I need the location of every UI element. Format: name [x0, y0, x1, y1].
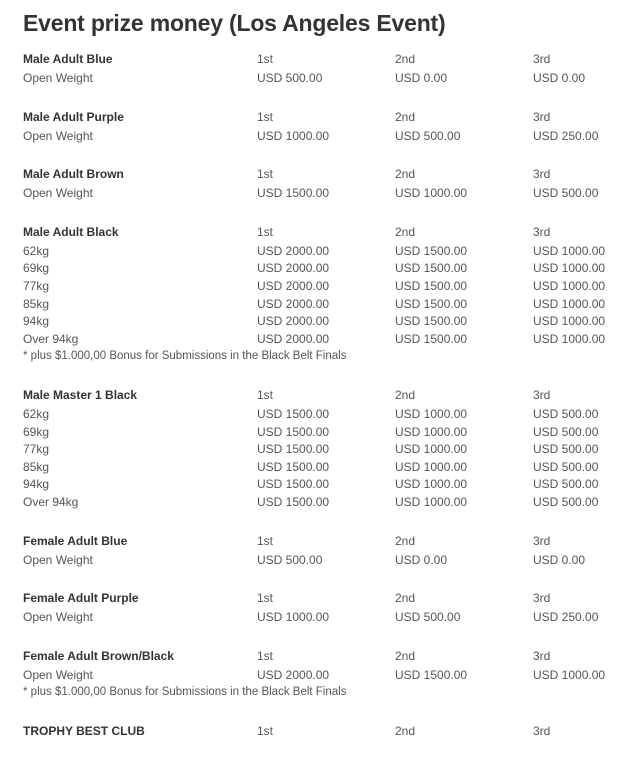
prize-amount: USD 1500.00 [395, 278, 468, 293]
place-label: 2nd [395, 387, 416, 402]
weight-class: 69kg [23, 261, 50, 276]
weight-class: Over 94kg [23, 494, 79, 509]
division-name: Female Adult Blue [23, 533, 128, 548]
prize-amount: USD 1500.00 [257, 442, 330, 457]
table-row [0, 278, 640, 296]
weight-class: 77kg [23, 278, 50, 293]
place-label: 2nd [395, 52, 416, 66]
prize-amount: USD 500.00 [395, 128, 461, 143]
weight-class: Over 94kg [23, 331, 79, 346]
place-label: 1st [257, 109, 274, 124]
prize-amount: USD 1000.00 [257, 128, 330, 143]
place-label: 3rd [533, 591, 551, 606]
prize-amount: USD 500.00 [533, 186, 599, 201]
prize-section [0, 588, 640, 627]
division-name: Male Adult Brown [23, 167, 124, 182]
table-row [0, 313, 640, 331]
table-row [0, 552, 640, 570]
prize-amount: USD 500.00 [533, 459, 599, 474]
table-row [0, 459, 640, 477]
prize-amount: USD 1500.00 [257, 406, 330, 421]
bonus-note: * plus $1.000,00 Bonus for Submissions in the Black Belt Finals [23, 350, 347, 363]
prize-amount: USD 2000.00 [257, 667, 330, 682]
section-header [0, 164, 640, 185]
table-row [0, 667, 640, 685]
prize-amount: USD 250.00 [533, 610, 599, 625]
prize-section [0, 49, 640, 88]
place-label: 1st [257, 723, 274, 738]
prize-amount: USD 1500.00 [257, 494, 330, 509]
prize-amount: USD 1000.00 [533, 314, 606, 329]
prize-amount: USD 1000.00 [257, 610, 330, 625]
prize-section [0, 531, 640, 570]
weight-class: Open Weight [23, 71, 93, 85]
section-header [0, 531, 640, 552]
table-row [0, 185, 640, 203]
weight-class: Open Weight [23, 667, 93, 682]
place-label: 1st [257, 167, 274, 182]
division-name: Male Adult Black [23, 224, 119, 239]
prize-amount: USD 1000.00 [395, 459, 468, 474]
table-row [0, 441, 640, 459]
prize-amount: USD 2000.00 [257, 314, 330, 329]
prize-amount: USD 1500.00 [395, 667, 468, 682]
prize-amount: USD 1500.00 [395, 314, 468, 329]
prize-amount: USD 0.00 [533, 552, 586, 567]
prize-amount: USD 2000.00 [257, 296, 330, 311]
weight-class: 94kg [23, 477, 50, 492]
weight-class: Open Weight [23, 610, 93, 625]
prize-section [0, 721, 640, 742]
place-label: 2nd [395, 533, 416, 548]
place-label: 2nd [395, 167, 416, 182]
place-label: 2nd [395, 224, 416, 239]
weight-class: 62kg [23, 406, 50, 421]
prize-amount: USD 500.00 [395, 610, 461, 625]
place-label: 3rd [533, 167, 551, 182]
prize-amount: USD 0.00 [395, 71, 448, 85]
table-row [0, 243, 640, 261]
prize-amount: USD 1000.00 [395, 406, 468, 421]
division-name: Male Adult Purple [23, 109, 124, 124]
division-name: Female Adult Brown/Black [23, 648, 174, 663]
table-row [0, 128, 640, 146]
prize-amount: USD 1000.00 [395, 442, 468, 457]
weight-class: 85kg [23, 459, 50, 474]
division-name: TROPHY BEST CLUB [23, 723, 145, 738]
bonus-note: * plus $1.000,00 Bonus for Submissions in the Black Belt Finals [23, 686, 347, 699]
table-row [0, 424, 640, 442]
prize-section [0, 385, 640, 512]
section-header [0, 646, 640, 667]
prize-amount: USD 500.00 [533, 424, 599, 439]
prize-amount: USD 1000.00 [395, 186, 468, 201]
table-row [0, 331, 640, 349]
prize-amount: USD 500.00 [533, 494, 599, 509]
prize-amount: USD 1000.00 [533, 243, 606, 258]
place-label: 1st [257, 224, 274, 239]
place-label: 3rd [533, 648, 551, 663]
prize-amount: USD 1500.00 [257, 477, 330, 492]
prize-section [0, 164, 640, 203]
division-name: Male Master 1 Black [23, 387, 138, 402]
prize-section [0, 107, 640, 146]
prize-amount: USD 0.00 [533, 71, 586, 85]
prize-amount: USD 1000.00 [395, 424, 468, 439]
prize-amount: USD 500.00 [533, 477, 599, 492]
prize-amount: USD 1500.00 [395, 243, 468, 258]
prize-amount: USD 2000.00 [257, 278, 330, 293]
prize-amount: USD 250.00 [533, 128, 599, 143]
prize-amount: USD 1000.00 [395, 494, 468, 509]
weight-class: 94kg [23, 314, 50, 329]
table-row [0, 609, 640, 627]
place-label: 1st [257, 387, 274, 402]
table-row [0, 260, 640, 278]
prize-amount: USD 0.00 [395, 552, 448, 567]
prize-amount: USD 1500.00 [257, 186, 330, 201]
prize-section [0, 646, 640, 702]
prize-amount: USD 1500.00 [257, 459, 330, 474]
weight-class: Open Weight [23, 552, 93, 567]
prize-amount: USD 1000.00 [533, 261, 606, 276]
section-header [0, 721, 640, 742]
prize-amount: USD 1000.00 [395, 477, 468, 492]
prize-amount: USD 1500.00 [395, 296, 468, 311]
place-label: 2nd [395, 648, 416, 663]
place-label: 3rd [533, 387, 551, 402]
place-label: 1st [257, 533, 274, 548]
place-label: 3rd [533, 52, 551, 66]
table-row [0, 70, 640, 88]
place-label: 2nd [395, 723, 416, 738]
prize-amount: USD 1500.00 [395, 331, 468, 346]
section-header [0, 385, 640, 406]
division-name: Female Adult Purple [23, 591, 139, 606]
place-label: 1st [257, 591, 274, 606]
prize-amount: USD 1000.00 [533, 278, 606, 293]
division-name: Male Adult Blue [23, 52, 113, 66]
weight-class: Open Weight [23, 128, 93, 143]
prize-amount: USD 2000.00 [257, 243, 330, 258]
weight-class: Open Weight [23, 186, 93, 201]
weight-class: 77kg [23, 442, 50, 457]
prize-amount: USD 1500.00 [395, 261, 468, 276]
table-row [0, 296, 640, 314]
prize-section [0, 222, 640, 366]
section-header [0, 588, 640, 609]
place-label: 1st [257, 52, 274, 66]
weight-class: 85kg [23, 296, 50, 311]
weight-class: 62kg [23, 243, 50, 258]
prize-amount: USD 1000.00 [533, 331, 606, 346]
place-label: 2nd [395, 109, 416, 124]
prize-amount: USD 1000.00 [533, 667, 606, 682]
prize-amount: USD 500.00 [533, 406, 599, 421]
table-row [0, 406, 640, 424]
place-label: 1st [257, 648, 274, 663]
place-label: 3rd [533, 533, 551, 548]
section-header [0, 107, 640, 128]
weight-class: 69kg [23, 424, 50, 439]
section-header [0, 222, 640, 243]
prize-table [0, 49, 640, 761]
section-header [0, 49, 640, 70]
place-label: 3rd [533, 109, 551, 124]
prize-amount: USD 1000.00 [533, 296, 606, 311]
prize-amount: USD 2000.00 [257, 261, 330, 276]
place-label: 3rd [533, 723, 551, 738]
prize-amount: USD 500.00 [257, 552, 323, 567]
prize-amount: USD 500.00 [257, 71, 323, 85]
prize-amount: USD 2000.00 [257, 331, 330, 346]
prize-amount: USD 1500.00 [257, 424, 330, 439]
table-row [0, 476, 640, 494]
place-label: 3rd [533, 224, 551, 239]
place-label: 2nd [395, 591, 416, 606]
page-title: Event prize money (Los Angeles Event) [23, 10, 446, 36]
prize-amount: USD 500.00 [533, 442, 599, 457]
table-row [0, 494, 640, 512]
